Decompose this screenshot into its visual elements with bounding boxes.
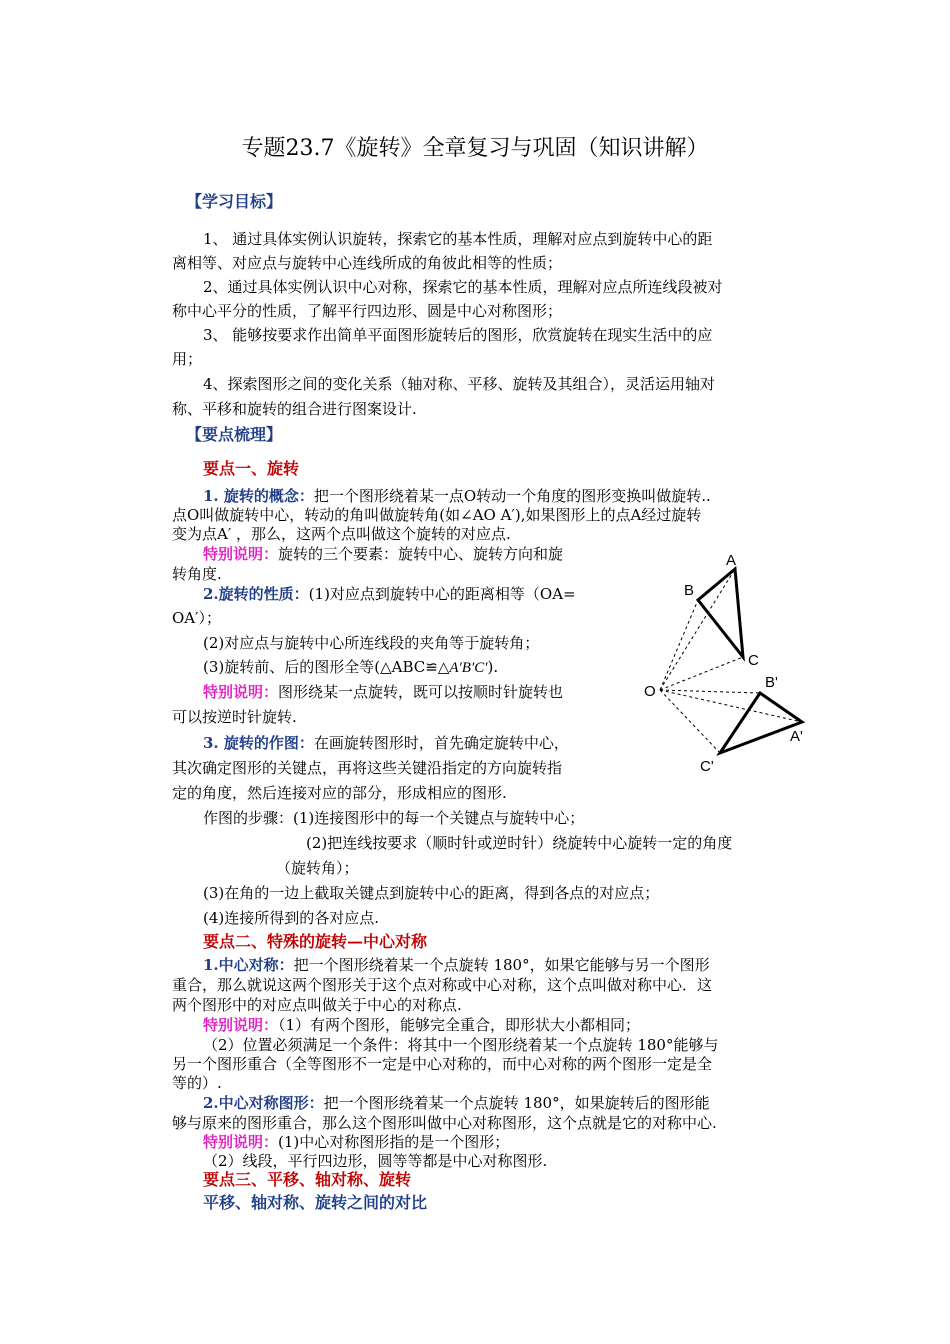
property-label: 2.旋转的性质：	[203, 585, 309, 603]
property-primed-triangle: A′B′C′	[449, 660, 488, 676]
label-O: O	[644, 683, 656, 700]
ray-OB	[660, 600, 698, 690]
cs-label: 1.中心对称：	[203, 956, 294, 974]
csf-label: 2.中心对称图形：	[203, 1094, 324, 1112]
concept-line-3: 变为点A′ ，那么，这两个点叫做这个旋转的对应点.	[172, 525, 511, 543]
goal-4-line-1: 4、探索图形之间的变化关系（轴对称、平移、旋转及其组合），灵活运用轴对	[203, 375, 716, 393]
csf-line-2: 够与原来的图形重合，那么这个图形叫做中心对称图形，这个点就是它的对称中心.	[172, 1114, 717, 1132]
label-C-prime: C'	[700, 758, 714, 775]
property-line-2: OA′）；	[172, 609, 222, 627]
cs-text-1: 把一个图形绕着某一个点旋转 180°，如果它能够与另一个图形	[293, 956, 710, 974]
concept-line-2: 点O叫做旋转中心，转动的角叫做旋转角(如∠AO A′),如果图形上的点A经过旋转	[172, 506, 702, 524]
note1-line-1	[203, 542, 563, 566]
note2-text-1: 图形绕某一点旋转，既可以按顺时针旋转也	[278, 683, 564, 701]
goal-1-line-1: 1、 通过具体实例认识旋转，探索它的基本性质，理解对应点到旋转中心的距	[203, 230, 713, 248]
drawing-line-1	[203, 731, 569, 755]
goal-1-line-2: 离相等、对应点与旋转中心连线所成的角彼此相等的性质；	[172, 254, 563, 272]
label-A-prime: A'	[790, 728, 803, 745]
property-line-4	[203, 655, 498, 680]
section-heading-goals: 【学习目标】	[186, 192, 283, 211]
goal-2-line-1: 2、通过具体实例认识中心对称，探索它的基本性质，理解对应点所连线段被对	[203, 278, 723, 296]
goal-3-line-2: 用；	[172, 350, 203, 368]
step-4: (4)连接所得到的各对应点.	[203, 909, 380, 927]
section-heading-points: 【要点梳理】	[186, 425, 283, 444]
triangle-ABC	[698, 569, 743, 657]
property-text-1: (1)对应点到旋转中心的距离相等（OA=	[308, 585, 576, 603]
csf-text-1: 把一个图形绕着某一个点旋转 180°，如果旋转后的图形能	[323, 1094, 710, 1112]
dashed-rays	[660, 569, 802, 753]
property-line-1	[203, 582, 576, 606]
concept-text-1: 把一个图形绕着某一点O转动一个角度的图形变换叫做旋转..	[313, 487, 711, 505]
step-3: (3)在角的一边上截取关键点到旋转中心的距离，得到各点的对应点；	[203, 884, 660, 902]
note4-label: 特别说明：	[203, 1133, 279, 1151]
cs-line-2: 重合，那么就说这两个图形关于这个点对称或中心对称，这个点叫做对称中心．这	[172, 976, 713, 994]
drawing-line-3: 定的角度，然后连接对应的部分，形成相应的图形.	[172, 784, 507, 802]
rotation-figure	[630, 545, 820, 780]
ray-OA	[660, 569, 735, 690]
note3-text-1: （1）有两个图形，能够完全重合，即形状大小都相同；	[278, 1016, 641, 1034]
point3-heading: 要点三、平移、轴对称、旋转	[203, 1170, 412, 1189]
concept-label: 1. 旋转的概念：	[203, 487, 314, 505]
label-C: C	[748, 652, 759, 669]
label-B: B	[684, 582, 695, 599]
step-1: 作图的步骤：(1)连接图形中的每一个关键点与旋转中心；	[203, 809, 585, 827]
note4-text-1: (1)中心对称图形指的是一个图形；	[278, 1133, 510, 1151]
goal-2-line-2: 称中心平分的性质，了解平行四边形、圆是中心对称图形；	[172, 302, 563, 320]
ray-OB2	[660, 690, 760, 693]
page-title: 专题23.7《旋转》全章复习与巩固（知识讲解）	[241, 136, 709, 161]
point2-heading: 要点二、特殊的旋转—中心对称	[203, 932, 428, 951]
property-text-4: (3)旋转前、后的图形全等(△ABC≌△	[203, 658, 450, 676]
note2-label: 特别说明：	[203, 683, 279, 701]
note1-line-2: 转角度.	[172, 565, 222, 583]
ray-OC	[660, 657, 743, 690]
drawing-label: 3. 旋转的作图：	[203, 734, 314, 752]
property-end: ).	[487, 658, 499, 676]
goal-4-line-2: 称、平移和旋转的组合进行图案设计.	[172, 400, 417, 418]
ray-OC2	[660, 690, 720, 753]
goal-3-line-1: 3、 能够按要求作出简单平面图形旋转后的图形，欣赏旋转在现实生活中的应	[203, 326, 713, 344]
note4-line-2: （2）线段，平行四边形，圆等等都是中心对称图形.	[203, 1152, 548, 1170]
point1-heading: 要点一、旋转	[203, 459, 300, 478]
drawing-line-2: 其次确定图形的关键点，再将这些关键沿指定的方向旋转指	[172, 759, 563, 777]
point3-subheading: 平移、轴对称、旋转之间的对比	[203, 1193, 428, 1212]
drawing-text-1: 在画旋转图形时，首先确定旋转中心，	[313, 734, 569, 752]
note3-line-2: （2）位置必须满足一个条件：将其中一个图形绕着某一个点旋转 180°能够与	[203, 1036, 719, 1054]
note1-text-1: 旋转的三个要素：旋转中心、旋转方向和旋	[278, 545, 564, 563]
note3-line-4: 等的）.	[172, 1074, 222, 1092]
step-2: (2)把连线按要求（顺时针或逆时针）绕旋转中心旋转一定的角度	[306, 834, 733, 852]
note2-line-2: 可以按逆时针旋转.	[172, 708, 297, 726]
note3-label: 特别说明：	[203, 1016, 279, 1034]
step-2-cont: （旋转角）；	[276, 859, 359, 877]
cs-line-3: 两个图形中的对应点叫做关于中心的对称点.	[172, 996, 462, 1014]
property-line-3: (2)对应点与旋转中心所连线段的夹角等于旋转角；	[203, 634, 540, 652]
note3-line-3: 另一个图形重合（全等图形不一定是中心对称的，而中心对称的两个图形一定是全	[172, 1055, 713, 1073]
label-B-prime: B'	[765, 674, 778, 691]
note2-line-1	[203, 680, 563, 704]
label-A: A	[726, 552, 737, 569]
note1-label: 特别说明：	[203, 545, 279, 563]
